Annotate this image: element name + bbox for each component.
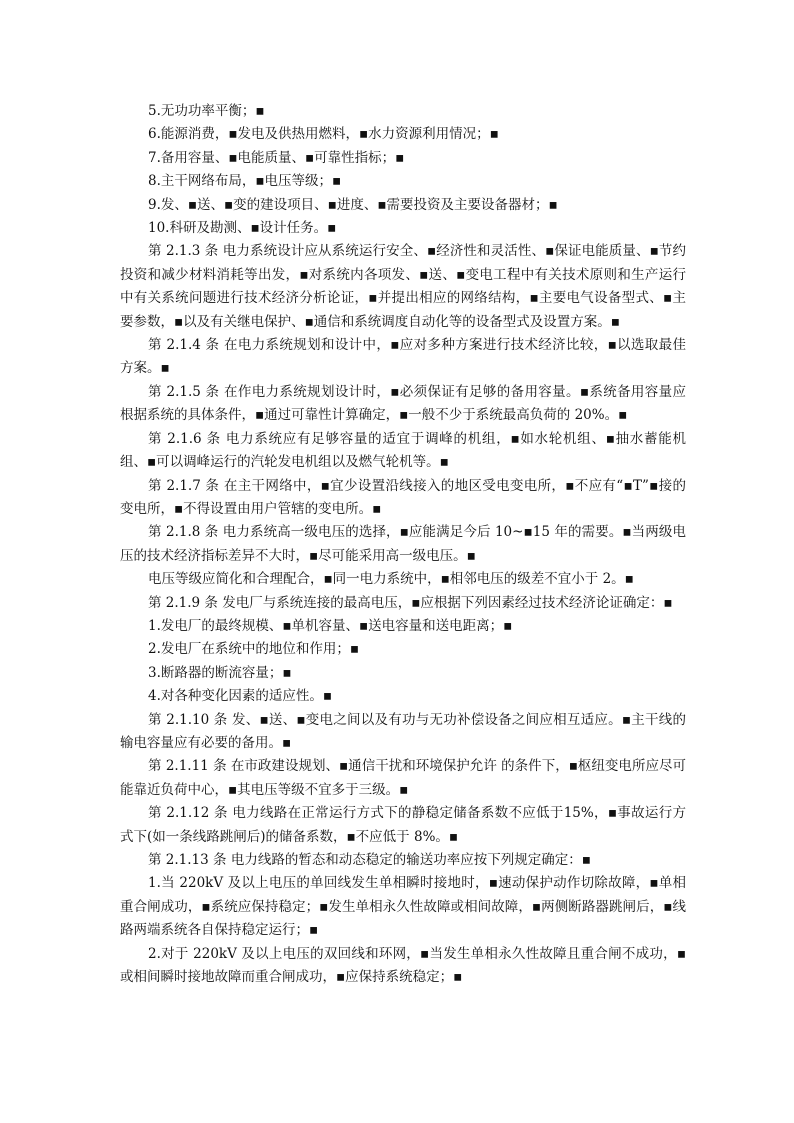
article-2-1-7: 第 2.1.7 条 在主干网络中，▪宜少设置沿线接入的地区受电变电所，▪不应有“▪T”▪接的变电所，▪不得设置由用户管辖的变电所。▪ bbox=[120, 477, 686, 517]
paragraph: 8.主干网络布局，▪电压等级；▪ bbox=[148, 173, 342, 190]
article-2-1-3: 第 2.1.3 条 电力系统设计应从系统运行安全、▪经济性和灵活性、▪保证电能质量、▪节约投资和减少材料消耗等出发，▪对系统内各项发、▪送、▪变电工程中有关技术原则和生产运行中有关系统问题进行技术经济分析论证，▪并提出相应的网络结构，▪主要电气设备型式、▪主要参数，▪以及有关继电保护、▪通信和系统调度自动化等的设备型式及设置方案。▪ bbox=[120, 243, 686, 330]
article-2-1-10: 第 2.1.10 条 发、▪送、▪变电之间以及有功与无功补偿设备之间应相互适应。▪主干线的输电容量应有必要的备用。▪ bbox=[120, 711, 686, 751]
list-item: 3.断路器的断流容量；▪ bbox=[148, 664, 292, 681]
article-2-1-5: 第 2.1.5 条 在作电力系统规划设计时，▪必须保证有足够的备用容量。▪系统备用容量应根据系统的具体条件，▪通过可靠性计算确定，▪一般不少于系统最高负荷的 20%。▪ bbox=[120, 383, 686, 424]
list-item: 2.对于 220kV 及以上电压的双回线和环网，▪当发生单相永久性故障且重合闸不成功，▪或相间瞬时接地故障而重合闸成功，▪应保持系统稳定；▪ bbox=[120, 945, 686, 986]
paragraph: 电压等级应简化和合理配合，▪同一电力系统中，▪相邻电压的级差不宜小于 2。▪ bbox=[148, 571, 634, 588]
article-2-1-9: 第 2.1.9 条 发电厂与系统连接的最高电压，▪应根据下列因素经过技术经济论证确定：▪ bbox=[148, 594, 673, 611]
paragraph: 5.无功功率平衡；▪ bbox=[148, 103, 265, 119]
list-item: 1.发电厂的最终规模、▪单机容量、▪送电容量和送电距离；▪ bbox=[148, 617, 513, 634]
paragraph: 6.能源消费，▪发电及供热用燃料，▪水力资源利用情况；▪ bbox=[148, 126, 499, 143]
article-2-1-13: 第 2.1.13 条 电力线路的暂态和动态稳定的输送功率应按下列规定确定：▪ bbox=[148, 852, 591, 868]
paragraph: 10.科研及勘测、▪设计任务。▪ bbox=[148, 220, 337, 237]
article-2-1-11: 第 2.1.11 条 在市政建设规划、▪通信干扰和环境保护允许 的条件下，▪枢纽变电所应尽可能靠近负荷中心，▪其电压等级不宜多于三级。▪ bbox=[120, 758, 686, 798]
article-2-1-12: 第 2.1.12 条 电力线路在正常运行方式下的静稳定储备系数不应低于15%，▪事故运行方式下(如一条线路跳闸后)的储备系数，▪不应低于 8%。▪ bbox=[120, 805, 686, 845]
paragraph: 9.发、▪送、▪变的建设项目、▪进度、▪需要投资及主要设备器材；▪ bbox=[148, 196, 558, 213]
list-item: 2.发电厂在系统中的地位和作用；▪ bbox=[148, 641, 360, 658]
list-item: 4.对各种变化因素的适应性。▪ bbox=[148, 688, 333, 705]
paragraph: 7.备用容量、▪电能质量、▪可靠性指标；▪ bbox=[148, 149, 405, 166]
article-2-1-4: 第 2.1.4 条 在电力系统规划和设计中，▪应对多种方案进行技术经济比较，▪以选取最佳方案。▪ bbox=[120, 337, 686, 377]
list-item: 1.当 220kV 及以上电压的单回线发生单相瞬时接地时，▪速动保护动作切除故障，▪单相重合闸成功，▪系统应保持稳定；▪发生单相永久性故障或相间故障，▪两侧断路器跳闸后，▪线路两端系统各自保持稳定运行；▪ bbox=[120, 875, 686, 939]
article-2-1-8: 第 2.1.8 条 电力系统高一级电压的选择，▪应能满足今后 10~▪15 年的需要。▪当两级电压的技术经济指标差异不大时，▪尽可能采用高一级电压。▪ bbox=[120, 524, 686, 564]
article-2-1-6: 第 2.1.6 条 电力系统应有足够容量的适宜于调峰的机组，▪如水轮机组、▪抽水蓄能机组、▪可以调峰运行的汽轮发电机组以及燃气轮机等。▪ bbox=[120, 430, 686, 471]
document-body bbox=[120, 100, 686, 989]
